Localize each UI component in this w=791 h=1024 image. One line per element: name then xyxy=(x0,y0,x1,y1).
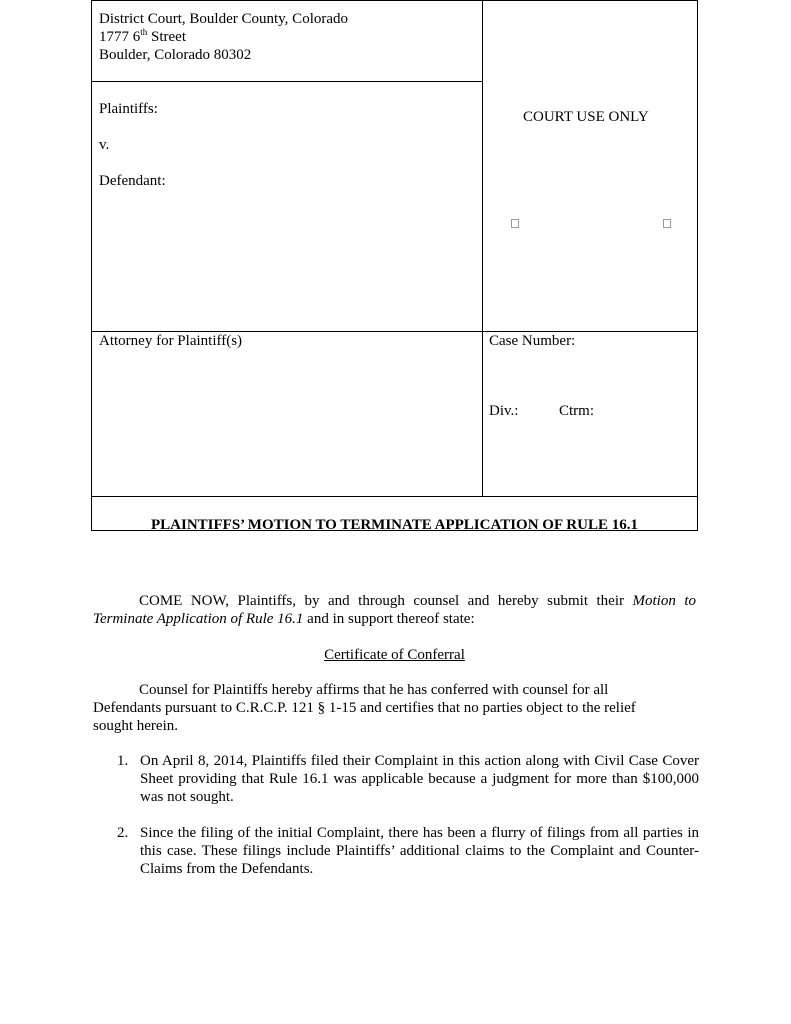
caption-column-divider xyxy=(482,1,483,497)
defendant-label: Defendant: xyxy=(99,173,166,189)
court-name: District Court, Boulder County, Colorado xyxy=(99,11,349,27)
plaintiffs-label: Plaintiffs: xyxy=(99,101,158,117)
list-text: On April 8, 2014, Plaintiffs filed their Complaint in this action along with Civil Case Cover Sheet providing that Rule 16.1 was applicable because a judgment for more than $100,000 was not sought. xyxy=(140,753,699,805)
caption-table xyxy=(91,0,698,531)
conferral-paragraph: Counsel for Plaintiffs hereby affirms that he has conferred with counsel for all Defendants pursuant to C.R.C.P. 121 § 1-15 and certifies that no parties object to the relief sought herein. xyxy=(93,682,636,734)
court-street: 1777 6th Street xyxy=(99,27,187,45)
list-number: 2. xyxy=(117,825,129,841)
intro-paragraph: COME NOW, Plaintiffs, by and through counsel and hereby submit their Motion to Terminate Application of Rule 16.1 and in support thereof state: xyxy=(93,593,697,627)
ordinal-suffix: th xyxy=(140,27,148,37)
case-number-label: Case Number: xyxy=(489,333,576,349)
checkbox-icon[interactable] xyxy=(663,219,671,228)
division-label: Div.: xyxy=(489,403,519,419)
document-title: PLAINTIFFS’ MOTION TO TERMINATE APPLICATION OF RULE 16.1 xyxy=(150,517,638,530)
motion-title-italic: Motion to Terminate Application of Rule 16.1 xyxy=(93,593,697,627)
court-use-only-label: COURT USE ONLY xyxy=(523,109,649,125)
attorney-label: Attorney for Plaintiff(s) xyxy=(99,333,243,349)
versus-label: v. xyxy=(99,137,110,153)
caption-address-divider xyxy=(92,81,482,82)
checkbox-icon[interactable] xyxy=(511,219,519,228)
courtroom-label: Ctrm: xyxy=(559,403,595,419)
list-number: 1. xyxy=(117,753,129,769)
title-row xyxy=(91,496,698,530)
list-text: Since the filing of the initial Complaint, there has been a flurry of filings from all parties in this case. These filings include Plaintiffs’ additional claims to the Complaint and Counter-Claims from the Defendants. xyxy=(140,825,699,877)
court-city: Boulder, Colorado 80302 xyxy=(99,47,252,63)
conferral-heading: Certificate of Conferral xyxy=(324,647,465,663)
